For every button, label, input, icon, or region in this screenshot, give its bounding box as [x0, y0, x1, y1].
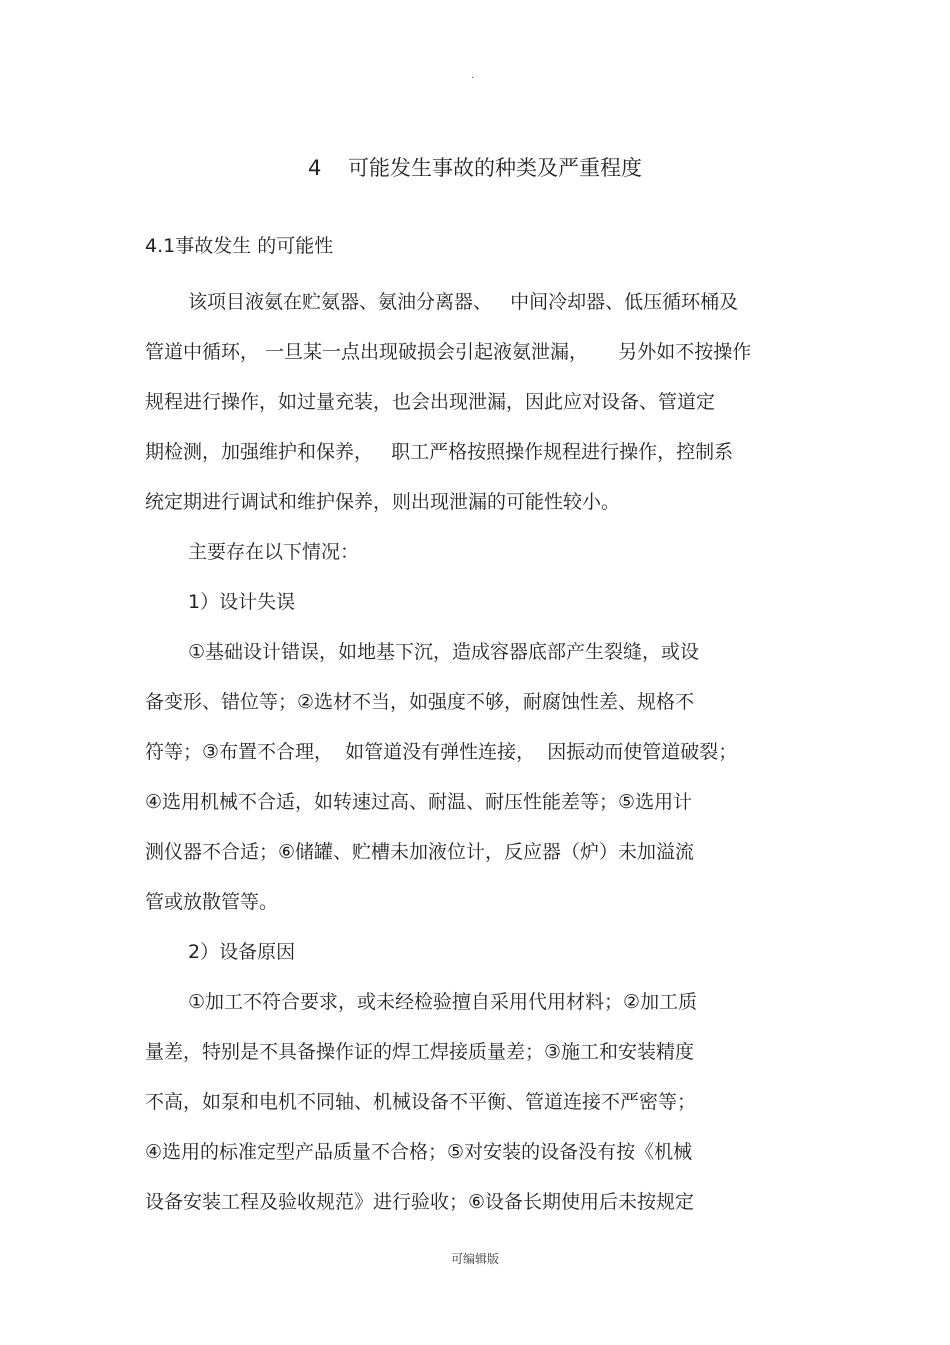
body-line: 期检测，加强维护和保养， 职工严格按照操作规程进行操作，控制系	[145, 441, 734, 463]
body-line: 符等；③布置不合理， 如管道没有弹性连接， 因振动而使管道破裂；	[145, 741, 738, 763]
body-line: 规程进行操作，如过量充装，也会出现泄漏，因此应对设备、管道定	[145, 391, 716, 413]
body-line: 该项目液氨在贮氨器、氨油分离器、 中间冷却器、低压循环桶及	[188, 291, 739, 313]
list-heading: 2）设备原因	[188, 941, 296, 963]
body-line: 管或放散管等。	[145, 891, 279, 913]
section-title: 4.1事故发生 的可能性	[145, 235, 334, 257]
body-line: ①加工不符合要求，或未经检验擅自采用代用材料；②加工质	[188, 991, 698, 1013]
body-line: ④选用的标准定型产品质量不合格；⑤对安装的设备没有按《机械	[145, 1141, 693, 1163]
body-line: ①基础设计错误，如地基下沉，造成容器底部产生裂缝，或设	[188, 641, 700, 663]
header-dot: .	[471, 70, 475, 81]
chapter-title: 4 可能发生事故的种类及严重程度	[307, 156, 643, 180]
body-line: 统定期进行调试和维护保养，则出现泄漏的可能性较小。	[145, 491, 621, 513]
body-line: 管道中循环， 一旦某一点出现破损会引起液氨泄漏， 另外如不按操作	[145, 341, 752, 363]
body-line: 不高，如泵和电机不同轴、机械设备不平衡、管道连接不严密等；	[145, 1091, 697, 1113]
body-line: 主要存在以下情况：	[188, 541, 360, 563]
body-line: ④选用机械不合适，如转速过高、耐温、耐压性能差等；⑤选用计	[145, 791, 693, 813]
list-heading: 1）设计失误	[188, 591, 296, 613]
footer-label: 可编辑版	[450, 1252, 499, 1266]
body-line: 备变形、错位等；②选材不当，如强度不够，耐腐蚀性差、规格不	[145, 691, 695, 713]
body-line: 量差，特别是不具备操作证的焊工焊接质量差；③施工和安装精度	[145, 1041, 695, 1063]
body-line: 设备安装工程及验收规范》进行验收；⑥设备长期使用后未按规定	[145, 1191, 695, 1213]
body-line: 测仪器不合适；⑥储罐、贮槽未加液位计，反应器（炉）未加溢流	[145, 841, 695, 863]
